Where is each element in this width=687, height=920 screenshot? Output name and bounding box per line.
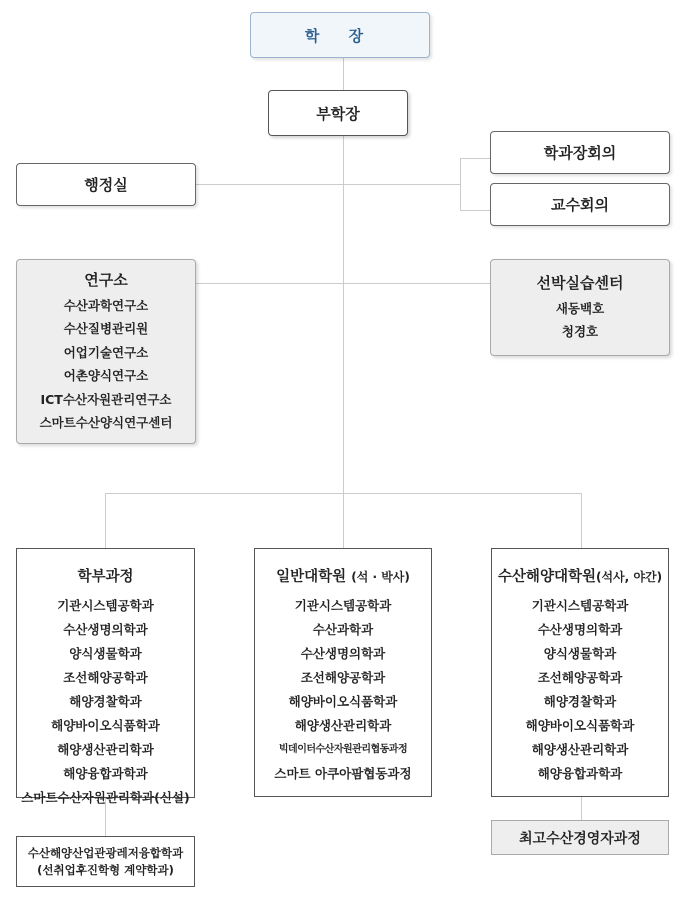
connector-ceo [581,797,582,820]
admin-office-label: 행정실 [84,176,128,194]
undergrad-dept: 해양바이오식품학과 [51,718,160,733]
grad-fisheries-title [498,565,662,586]
vice-dean-box [268,90,408,136]
grad-general-box [254,548,432,797]
grad-fisheries-box [491,548,669,797]
undergrad-dept: 해양융합과학과 [63,766,148,781]
undergrad-dept: 스마트수산자원관리학과(신설) [21,790,190,805]
grad-general-dept: 해양바이오식품학과 [288,694,398,709]
connector-institutes [196,283,490,284]
grad-fisheries-dept: 해양바이오식품학과 [525,718,635,733]
grad-general-dept: 빅데이터수산자원관리협동과정 [278,744,408,755]
grad-fisheries-subtitle: (석사, 야간) [595,570,663,584]
ceo-program-label: 최고수산경영자과정 [519,830,641,847]
ship-center-box [490,259,670,356]
faculty-council-box [490,183,670,226]
dept-heads-council-box [490,131,670,174]
institute-item: ICT수산자원관리연구소 [40,391,172,407]
contract-dept-box [16,836,195,887]
contract-dept-desc: (선취업후진학형 계약학과) [37,862,174,877]
institute-item: 수산질병관리원 [63,321,149,336]
grad-general-dept: 수산생명의학과 [300,646,386,661]
ship-item: 청경호 [561,324,599,339]
connector-main-trunk [343,136,344,548]
connector-council-bracket [460,158,461,210]
grad-fisheries-dept: 해양경찰학과 [543,694,617,709]
grad-fisheries-name: 수산해양대학원 [497,569,596,585]
grad-general-dept: 스마트 아쿠아팜협동과정 [274,766,412,781]
grad-fisheries-dept: 조선해양공학과 [537,670,623,685]
undergrad-dept: 해양생산관리학과 [57,742,154,757]
grad-fisheries-dept: 해양융합과학과 [537,766,623,781]
ship-center-title: 선박실습센터 [536,273,624,292]
undergrad-dept: 기관시스템공학과 [57,598,154,613]
connector-president-vice [343,58,344,90]
connector-council-top [460,158,490,159]
undergrad-dept: 수산생명의학과 [63,622,148,637]
undergrad-title: 학부과정 [77,569,134,585]
grad-fisheries-dept: 기관시스템공학과 [531,598,629,613]
undergrad-dept: 양식생물학과 [69,646,142,661]
grad-general-dept: 해양생산관리학과 [294,718,392,733]
president-label: 학 장 [304,26,376,45]
institutes-title: 연구소 [84,270,128,289]
grad-fisheries-dept: 양식생물학과 [543,646,617,661]
connector-admin [196,184,460,185]
admin-office-box [16,163,196,206]
grad-general-dept: 조선해양공학과 [300,670,386,685]
institute-item: 어업기술연구소 [63,344,149,360]
institute-item: 수산과학연구소 [63,297,149,313]
grad-general-title [276,565,410,586]
undergrad-dept: 조선해양공학과 [63,670,148,685]
contract-dept-name: 수산해양산업관광레저융합학과 [27,845,184,860]
ship-item: 새동백호 [555,300,605,316]
connector-grad-fisheries [581,493,582,548]
grad-general-name: 일반대학원 [276,569,347,585]
vice-dean-label: 부학장 [316,104,360,123]
grad-fisheries-dept: 해양생산관리학과 [531,742,629,757]
faculty-council-label: 교수회의 [551,196,609,214]
grad-general-dept: 수산과학과 [312,622,374,637]
grad-fisheries-dept: 수산생명의학과 [537,622,623,637]
connector-undergrad [105,493,106,548]
president-box [250,12,430,58]
grad-general-subtitle: (석 · 박사) [351,570,410,584]
institutes-box [16,259,196,444]
ceo-program-box [491,820,669,855]
connector-council-bottom [460,210,490,211]
institute-item: 어촌양식연구소 [63,368,149,383]
institute-item: 스마트수산양식연구센터 [39,415,173,430]
grad-general-dept: 기관시스템공학과 [294,598,392,613]
connector-programs-bar [105,493,582,494]
undergrad-box [16,548,195,805]
undergrad-dept: 해양경찰학과 [69,694,142,709]
dept-heads-council-label: 학과장회의 [543,144,617,162]
